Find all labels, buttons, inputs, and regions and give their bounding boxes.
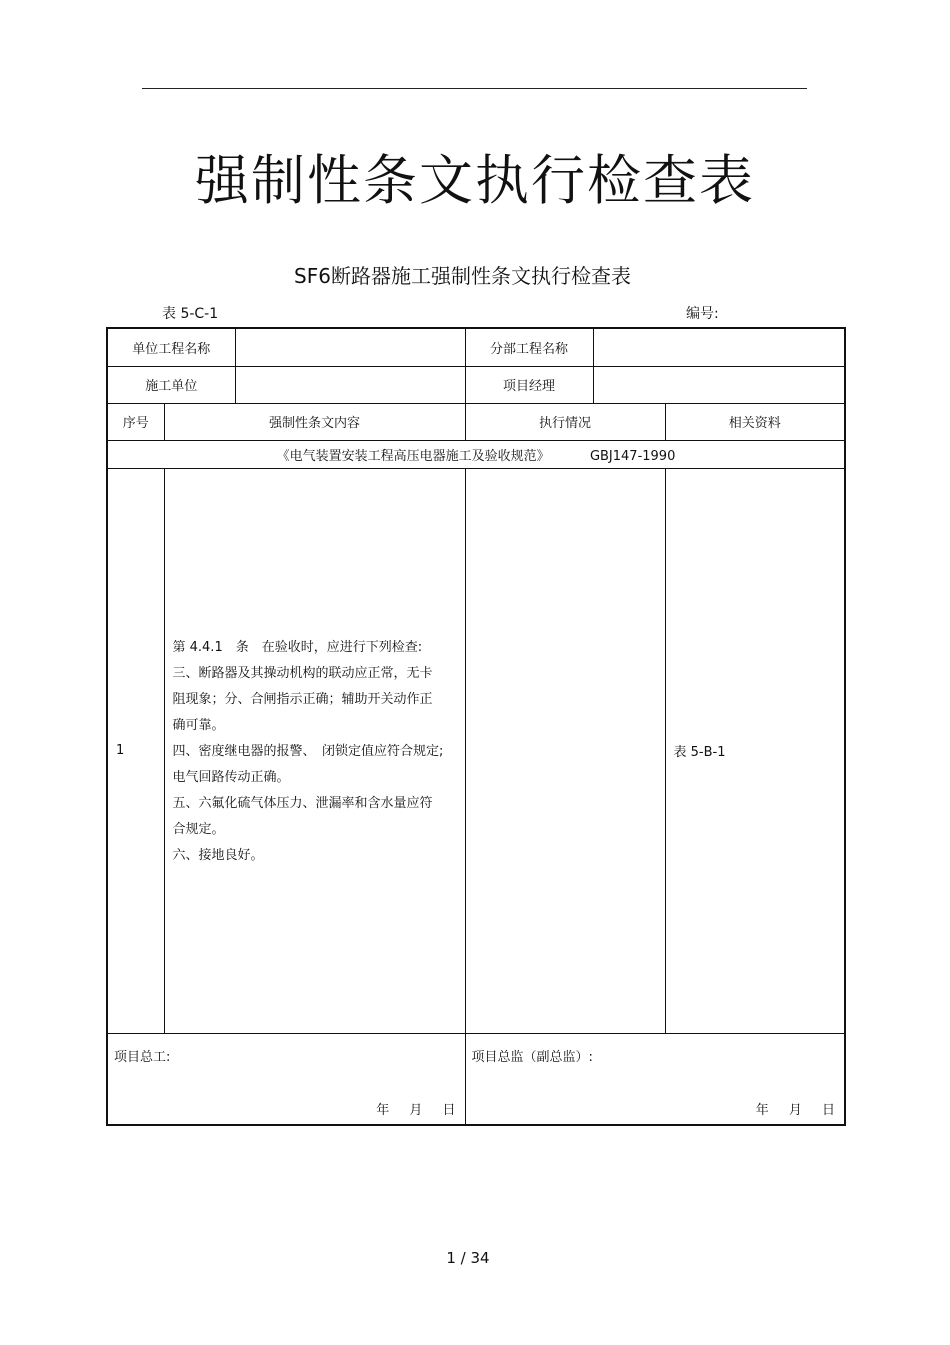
content-line: 四、密度继电器的报警、 闭锁定值应符合规定; [172, 743, 444, 759]
content-line: 阻现象；分、合闸指示正确；辅助开关动作正 [172, 691, 433, 707]
item-content [164, 468, 465, 1033]
table-row [107, 468, 845, 1033]
signature-date [362, 1099, 456, 1118]
header-rule [142, 88, 807, 89]
chief-supervisor-signature[interactable] [465, 1033, 845, 1125]
content-line: 电气回路传动正确。 [172, 769, 290, 785]
content-line: 第 4.4.1 条 在验收时，应进行下列检查: [172, 639, 423, 655]
item-number: 1 [107, 468, 164, 1033]
page-indicator: 1 / 34 [446, 1249, 490, 1267]
day-label: 日 [442, 1102, 457, 1118]
sub-project-field[interactable] [593, 328, 845, 366]
main-title: 强制性条文执行检查表 [195, 149, 755, 212]
column-header-number: 序号 [107, 403, 164, 440]
content-line: 五、六氟化硫气体压力、泄漏率和含水量应符 [172, 795, 433, 811]
month-label: 月 [788, 1102, 803, 1118]
project-manager-label: 项目经理 [465, 366, 593, 403]
project-manager-field[interactable] [593, 366, 845, 403]
item-execution[interactable] [465, 468, 665, 1033]
year-label: 年 [376, 1102, 391, 1118]
content-line: 六、接地良好。 [172, 847, 264, 863]
chief-supervisor-label: 项目总监（副总监）: [471, 1049, 593, 1065]
sub-project-label: 分部工程名称 [465, 328, 593, 366]
inspection-table [106, 327, 846, 1126]
day-label: 日 [822, 1102, 837, 1118]
unit-project-label: 单位工程名称 [107, 328, 235, 366]
standard-row [107, 440, 845, 468]
column-header-execution: 执行情况 [465, 403, 665, 440]
content-line: 合规定。 [172, 821, 225, 837]
content-line: 确可靠。 [172, 717, 225, 733]
serial-number-label: 编号: [686, 306, 719, 322]
table-code: 表 5-C-1 [162, 306, 219, 322]
standard-name: 《电气装置安装工程高压电器施工及验收规范》 [276, 448, 550, 464]
signature-date [742, 1099, 836, 1118]
content-line: 三、断路器及其操动机构的联动应正常，无卡 [172, 665, 433, 681]
sub-title: SF6断路器施工强制性条文执行检查表 [294, 264, 631, 288]
chief-engineer-label: 项目总工: [114, 1049, 171, 1065]
construction-unit-label: 施工单位 [107, 366, 235, 403]
column-header-reference: 相关资料 [665, 403, 845, 440]
construction-unit-field[interactable] [235, 366, 465, 403]
standard-code: GBJ147-1990 [589, 448, 676, 464]
chief-engineer-signature[interactable] [107, 1033, 465, 1125]
unit-project-field[interactable] [235, 328, 465, 366]
month-label: 月 [409, 1102, 424, 1118]
year-label: 年 [755, 1102, 770, 1118]
item-reference: 表 5-B-1 [665, 468, 845, 1033]
column-header-content: 强制性条文内容 [164, 403, 465, 440]
